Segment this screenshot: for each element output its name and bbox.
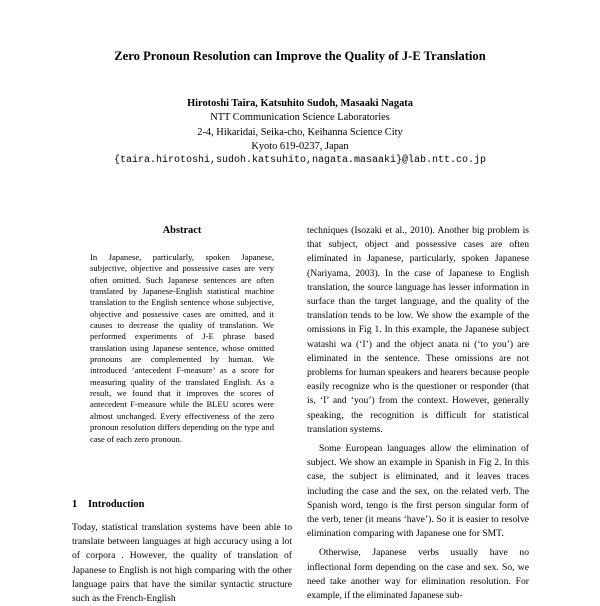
intro-body [72, 521, 292, 606]
section-heading [72, 499, 144, 510]
abstract-text: In Japanese, particularly, spoken Japanese, subjective, objective and possessive cases are very often omitted. Such Japanese sentences are often translated by Japanese-English statistical machine translation to the English sentence whose subjective, objective and possessive cases are omitted, and it causes to decrease the quality of translation. We performed experiments of J-E phrase based translation using Japanese sentence, whose omitted pronouns are complemented by human. We introduced ‘antecedent F-measure’ as a score for measuring quality of the translated English. As a result, we found that it improves the scores of antecedent F-measure while the BLEU scores were almost unchanged. Every effectiveness of the zero pronoun resolution differs depending on the type and case of each zero pronoun. [90, 252, 274, 444]
author-emails: {taira.hirotoshi,sudoh.katsuhito,nagata.masaaki}@lab.ntt.co.jp [113, 155, 487, 167]
right-paragraph-3: Otherwise, Japanese verbs usually have no inflectional form depending on the case and sex. So, we need take another way for elimination resolution. For example, if the eliminated Japanese sub- [307, 547, 529, 602]
right-paragraph-2: Some European languages allow the elimination of subject. We show an example in Spanish in Fig 2. In this case, the subject is eliminated, and it leaves traces including the case and the sex, on the related verb. The Spanish word, tengo is the first person singular form of the verb, tener (it means ‘have’). So it is easier to resolve elimination comparing with Japanese one for SMT. [307, 443, 529, 540]
paper-title: Zero Pronoun Resolution can Improve the Quality of J-E Translation [114, 49, 486, 63]
address-line-1: 2-4, Hikaridai, Seika-cho, Keihanna Science City [197, 126, 403, 138]
intro-text: Today, statistical translation systems have been able to translate between languages at high accuracy using a lot of corpora . However, the quality of translation of Japanese to English is not high comparing with the other language pairs that have the similar syntactic structure such as the French-English [72, 522, 292, 605]
affiliation: NTT Communication Science Laboratories [210, 112, 390, 124]
section-title: Introduction [88, 499, 145, 510]
abstract-body [90, 252, 274, 445]
right-column [307, 224, 529, 603]
right-paragraph-1: techniques (Isozaki et al., 2010). Another big problem is that subject, object and possessive cases are often eliminated in Japanese, particularly, spoken Japanese (Nariyama, 2003). In the case of Japanese to English translation, the source language has lesser information in surface than the target language, and the quality of the translation tends to be low. We show the example of the omissions in Fig 1. In this example, the Japanese subject watashi wa (‘I’) and the object anata ni (‘to you’) are eliminated in the sentence. These omissions are not problems for human speakers and hearers because people easily recognize who is the questioner or responder (that is, ‘I’ and ‘you’) from the context. However, generally speaking, the recognition is difficult for statistical translation systems. [307, 225, 529, 435]
section-number: 1 [72, 499, 78, 510]
abstract-heading: Abstract [162, 225, 202, 236]
author-names: Hirotoshi Taira, Katsuhito Sudoh, Masaaki Nagata [187, 98, 413, 109]
address-line-2: Kyoto 619-0237, Japan [251, 140, 349, 152]
author-block [0, 97, 600, 168]
